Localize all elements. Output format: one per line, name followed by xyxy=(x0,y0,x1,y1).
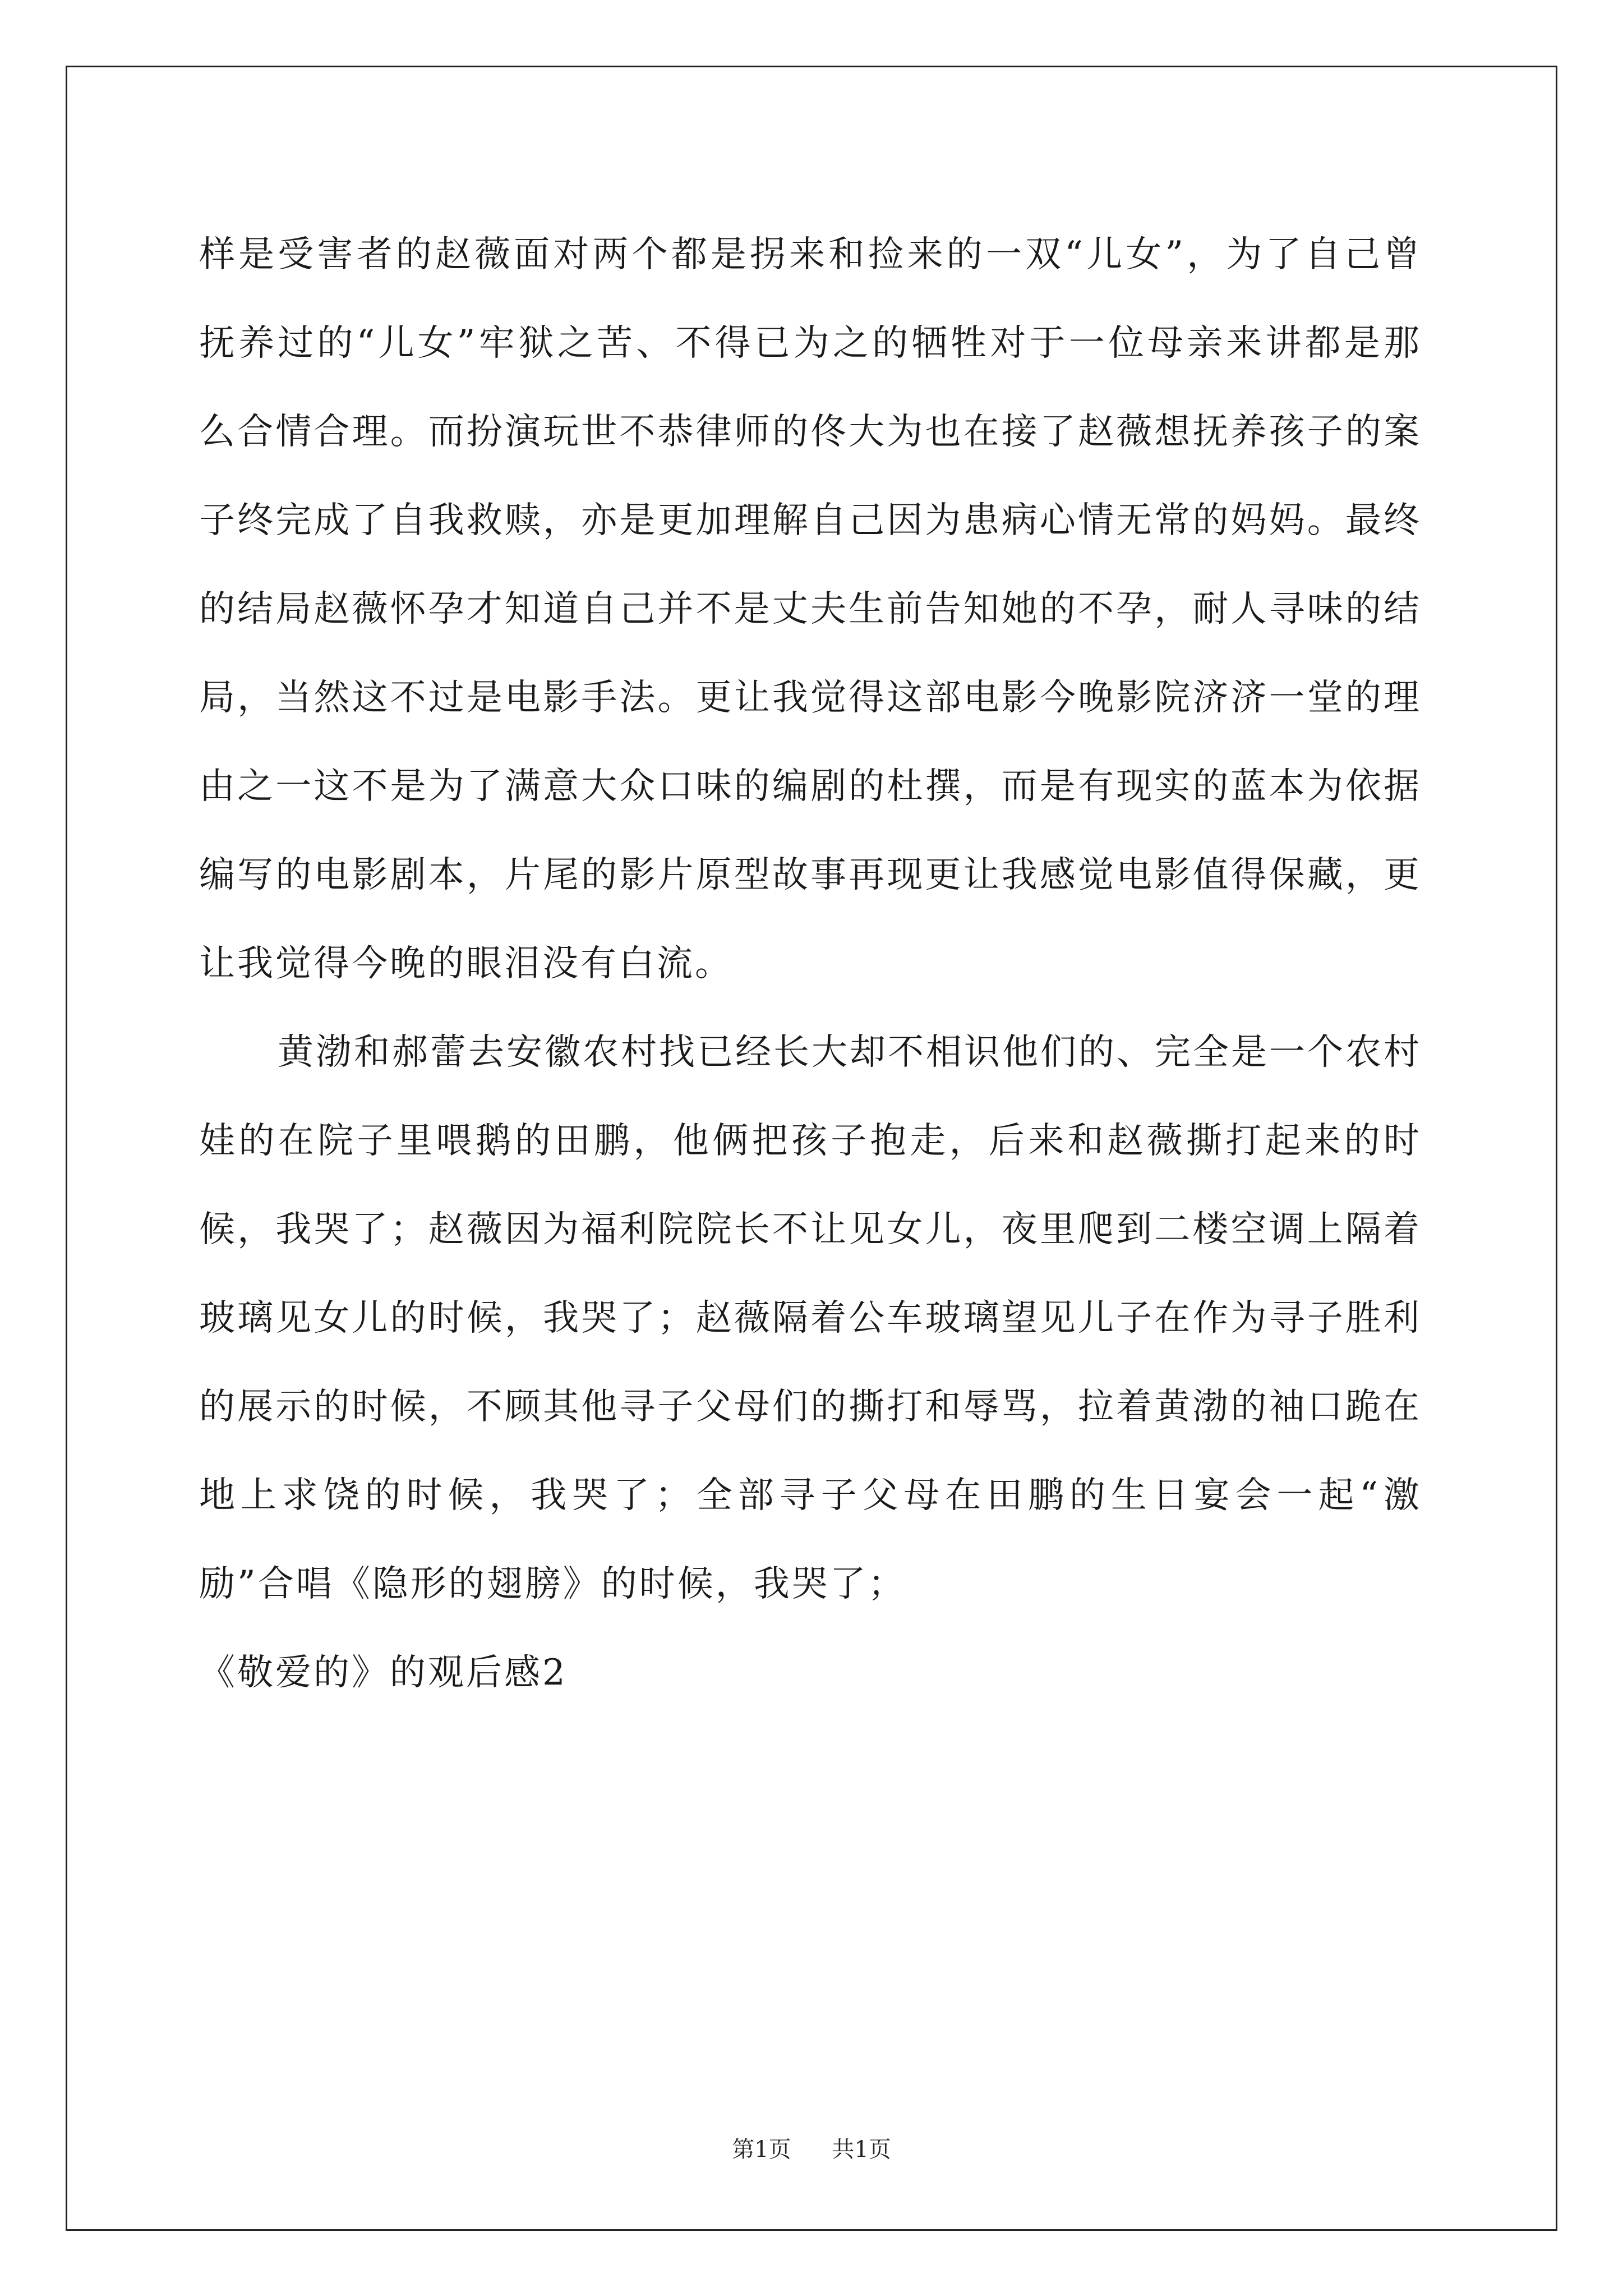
paragraph-2: 黄渤和郝蕾去安徽农村找已经长大却不相识他们的、完全是一个农村娃的在院子里喂鹅的田鹏，他俩把孩子抱走，后来和赵薇撕打起来的时候，我哭了；赵薇因为福利院院长不让见女儿，夜里爬到二楼空调上隔着玻璃见女儿的时候，我哭了；赵薇隔着公车玻璃望见儿子在作为寻子胜利的展示的时候，不顾其他寻子父母们的撕打和辱骂，拉着黄渤的袖口跪在地上求饶的时候，我哭了；全部寻子父母在田鹏的生日宴会一起“激励”合唱《隐形的翅膀》的时候，我哭了； xyxy=(199,1032,1422,1605)
page-number: 第1页 xyxy=(732,2137,791,2162)
paragraph-1: 样是受害者的赵薇面对两个都是拐来和捡来的一双“儿女”，为了自己曾抚养过的“儿女”牢狱之苦、不得已为之的牺牲对于一位母亲来讲都是那么合情合理。而扮演玩世不恭律师的佟大为也在接了赵薇想抚养孩子的案子终完成了自我救赎，亦是更加理解自己因为患病心情无常的妈妈。最终的结局赵薇怀孕才知道自己并不是丈夫生前告知她的不孕，耐人寻味的结局，当然这不过是电影手法。更让我觉得这部电影今晚影院济济一堂的理由之一这不是为了满意大众口味的编剧的杜撰，而是有现实的蓝本为依据编写的电影剧本，片尾的影片原型故事再现更让我感觉电影值得保藏，更让我觉得今晚的眼泪没有白流。 xyxy=(199,234,1422,984)
section-heading: 《敬爱的》的观后感2 xyxy=(199,1652,568,1694)
page-footer xyxy=(0,2132,1623,2164)
page-total: 共1页 xyxy=(832,2137,891,2162)
document-body xyxy=(199,210,1422,1717)
